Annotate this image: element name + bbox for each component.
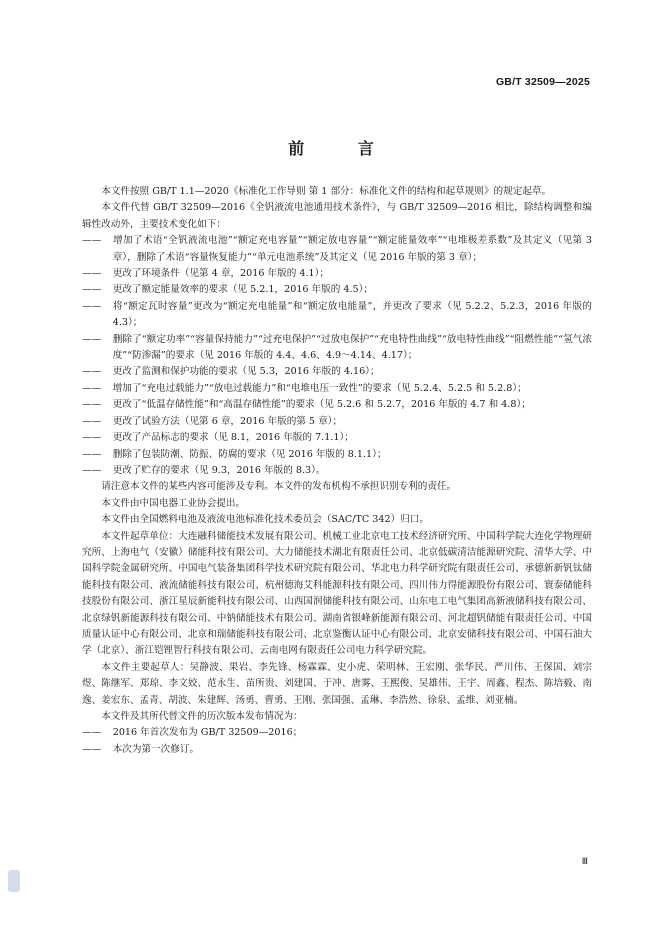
dash-mark: —— bbox=[82, 727, 102, 739]
list-item bbox=[82, 364, 592, 380]
paragraph-drafters: 本文件主要起草人：吴静波、果岩、李先锋、杨霖霖、史小虎、荣明林、王宏刚、张华民、严川伟、王保国、刘宗煜、陈继军、郑琼、李文姣、范永生、苗所贵、刘建国、于冲、唐雾、王熙俊、吴雄伟、王宇、周鑫、程杰、陈培毅、南逸、姜宏东、孟青、胡波、朱建辉、汤勇、曹勇、王刚、张国强、孟琳、李浩然、徐泉、孟维、刘亚楠。 bbox=[82, 661, 592, 706]
paragraph-patent-notice: 请注意本文件的某些内容可能涉及专利。本文件的发布机构不承担识别专利的责任。 bbox=[101, 481, 457, 493]
list-item bbox=[82, 332, 592, 365]
dash-mark: —— bbox=[82, 284, 102, 296]
standard-code: GB/T 32509—2025 bbox=[495, 76, 590, 88]
dash-mark: —— bbox=[82, 448, 102, 460]
list-item-text: 更改了贮存的要求（见 9.3，2016 年版的 8.3）。 bbox=[112, 464, 326, 476]
page-title: 前 言 bbox=[288, 139, 398, 158]
dash-mark: —— bbox=[82, 399, 102, 411]
list-item bbox=[82, 742, 592, 758]
dash-mark: —— bbox=[82, 743, 102, 755]
dash-mark: —— bbox=[82, 235, 102, 247]
paragraph-history-intro: 本文件及其所代替文件的历次版本发布情况为： bbox=[101, 711, 303, 722]
list-item-text: 更改了环境条件（见第 4 章，2016 年版的 4.1）； bbox=[112, 268, 329, 280]
list-item bbox=[82, 299, 592, 332]
list-item-text: 增加了“充电过载能力”“放电过载能力”和“电堆电压一致性”的要求（见 5.2.4、5.2.5 和 5.2.8）； bbox=[112, 382, 527, 394]
technical-changes-list bbox=[82, 233, 592, 479]
list-item bbox=[82, 463, 592, 479]
list-item-text: 更改了额定能量效率的要求（见 5.2.1，2016 年版的 4.5）； bbox=[112, 284, 374, 296]
paragraph-drafting-rules: 本文件按照 GB/T 1.1—2020《标准化工作导则 第 1 部分：标准化文件的结构和起草规则》的规定起草。 bbox=[101, 186, 552, 197]
list-item bbox=[82, 266, 592, 282]
paragraph-replacement: 本文件代替 GB/T 32509—2016《全钒液流电池通用技术条件》，与 GB/T 32509—2016 相比，除结构调整和编辑性改动外，主要技术变化如下： bbox=[82, 202, 592, 230]
history-list bbox=[82, 725, 592, 758]
watermark-icon bbox=[8, 870, 20, 892]
list-item bbox=[82, 725, 592, 741]
list-item bbox=[82, 414, 592, 430]
list-item-text: 2016 年首次发布为 GB/T 32509—2016； bbox=[112, 727, 303, 739]
list-item-text: 删除了“额定功率”“容量保持能力”“过充电保护”“过放电保护”“充电特性曲线”“放电特性曲线”“阻燃性能”“氢气浓度”“防渗漏”的要求（见 2016 年版的 4.4、4.6、4.9～4.14、4.17）； bbox=[112, 333, 592, 362]
dash-mark: —— bbox=[82, 366, 102, 378]
dash-mark: —— bbox=[82, 333, 102, 345]
list-item-text: 更改了产品标志的要求（见 8.1，2016 年版的 7.1.1）； bbox=[112, 432, 354, 444]
list-item bbox=[82, 447, 592, 463]
list-item-text: 更改了“低温存储性能”和“高温存储性能”的要求（见 5.2.6 和 5.2.7，2016 年版的 4.7 和 4.8）； bbox=[112, 399, 531, 411]
dash-mark: —— bbox=[82, 382, 102, 394]
dash-mark: —— bbox=[82, 300, 102, 312]
list-item-text: 本次为第一次修订。 bbox=[112, 743, 200, 755]
list-item-text: 增加了术语“全钒液流电池”“额定充电容量”“额定放电容量”“额定能量效率”“电堆极差系数”及其定义（见第 3 章），删除了术语“容量恢复能力”“单元电池系统”及其定义（见 2016 年版的第 3 章）； bbox=[112, 235, 592, 263]
paragraph-committee: 本文件由全国燃料电池及液流电池标准化技术委员会（SAC/TC 342）归口。 bbox=[101, 514, 429, 526]
list-item bbox=[82, 233, 592, 266]
dash-mark: —— bbox=[82, 464, 102, 476]
dash-mark: —— bbox=[82, 268, 102, 280]
dash-mark: —— bbox=[82, 432, 102, 444]
list-item bbox=[82, 381, 592, 397]
paragraph-drafting-units: 本文件起草单位：大连融科储能技术发展有限公司、机械工业北京电工技术经济研究所、中国科学院大连化学物理研究所、上海电气（安徽）储能科技有限公司、大力储能技术湖北有限责任公司、北京低碳清洁能源研究院、清华大学、中国科学院金属研究所、中国电气装备集团科学技术研究院有限公司、华北电力科学研究院有限责任公司、承德新新钒钛储能科技有限公司、液流储能科技有限公司、杭州德海艾科能源科技有限公司、四川伟力得能源股份有限公司、寰泰储能科技股份有限公司、浙江星辰新能科技有限公司、山西国润储能科技有限公司、山东电工电气集团高新液储科技有限公司、北京绿钒新能源科技有限公司、中钠储能技术有限公司、湖南省银峰新能源有限公司、河北超钒储能有限责任公司、中国质量认证中心有限公司、北京和瑞储能科技有限公司、北京鉴衡认证中心有限公司、北京安储科技有限公司、中国石油大学（北京）、浙江铠锂智行科技有限公司、云南电网有限责任公司电力科学研究院。 bbox=[82, 530, 592, 657]
list-item-text: 更改了试验方法（见第 6 章，2016 年版的第 5 章）； bbox=[112, 415, 343, 427]
dash-mark: —— bbox=[82, 415, 102, 427]
list-item-text: 将“额定瓦时容量”更改为“额定充电能量”和“额定放电能量”，并更改了要求（见 5.2.2、5.2.3，2016 年版的 4.3）； bbox=[112, 300, 592, 329]
list-item bbox=[82, 397, 592, 413]
paragraph-proposer: 本文件由中国电器工业协会提出。 bbox=[101, 497, 246, 509]
page-number: Ⅲ bbox=[581, 856, 588, 866]
list-item-text: 删除了包装防潮、防振、防腐的要求（见 2016 年版的 8.1.1）； bbox=[112, 448, 387, 460]
foreword-body bbox=[82, 184, 592, 758]
list-item bbox=[82, 282, 592, 298]
list-item bbox=[82, 430, 592, 446]
list-item-text: 更改了监测和保护功能的要求（见 5.3，2016 年版的 4.16）； bbox=[112, 366, 380, 378]
